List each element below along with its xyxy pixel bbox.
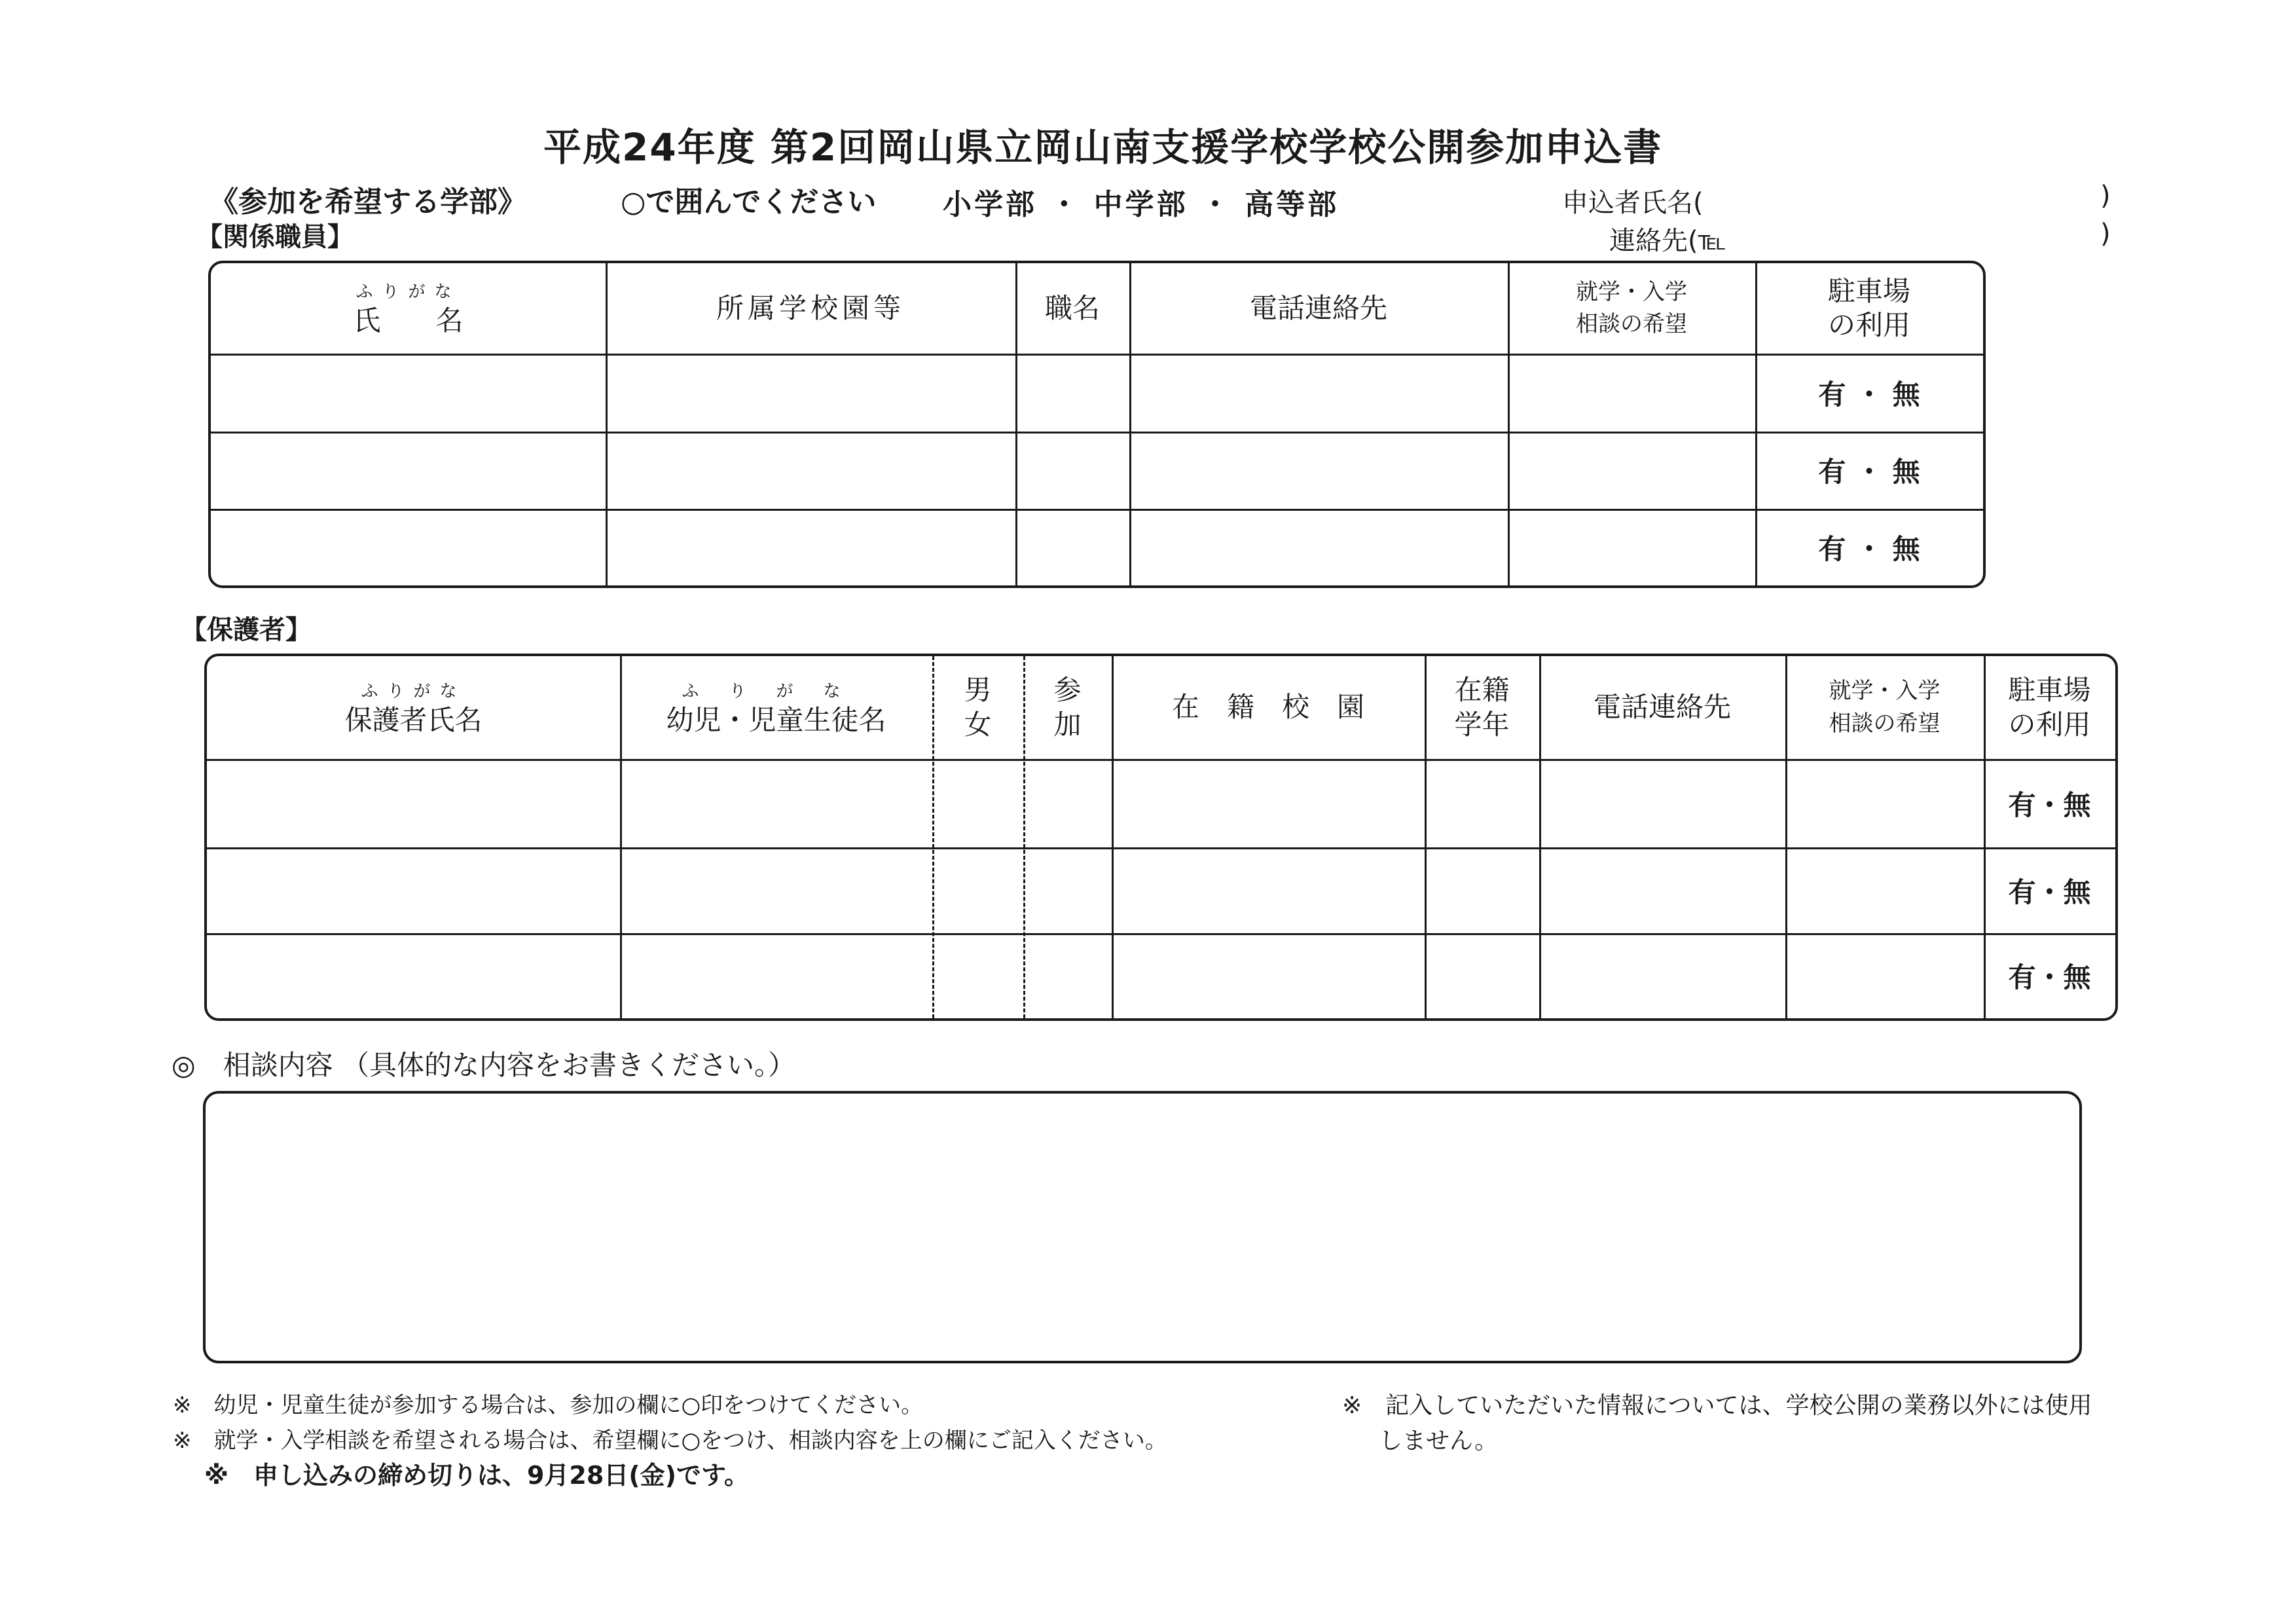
contact-close: ) <box>2100 219 2111 249</box>
dept-instruction: ○で囲んでください <box>621 185 877 219</box>
dept-options[interactable]: 小学部 ・ 中学部 ・ 高等部 <box>943 188 1339 221</box>
contact-label: 連絡先(℡ <box>1609 226 1726 256</box>
contact-field[interactable] <box>1761 216 2088 253</box>
guardian-row-1-parking[interactable]: 有・無 <box>2008 788 2091 821</box>
staff-col-phone: 電話連絡先 <box>1249 291 1387 324</box>
staff-col-name: ふりがな 氏 名 <box>211 263 606 354</box>
note-privacy-line2: しません。 <box>1379 1428 1499 1454</box>
guardian-row-1-entry[interactable] <box>207 759 1984 847</box>
applicant-name-field[interactable] <box>1741 178 2088 215</box>
guardian-col-gender: 男 女 <box>964 674 992 741</box>
staff-section-title: 【関係職員】 <box>196 222 354 252</box>
applicant-name-label: 申込者氏名( <box>1562 188 1704 218</box>
guardian-col-phone: 電話連絡先 <box>1593 691 1731 724</box>
guardian-section-title: 【保護者】 <box>181 615 312 645</box>
guardian-col-name: ふりがな 保護者氏名 <box>344 681 483 736</box>
staff-col-consult: 就学・入学 相談の希望 <box>1576 278 1687 337</box>
guardian-col-child: ふりがな 幼児・児童生徒名 <box>666 681 886 736</box>
consult-heading: ◎ 相談内容 （具体的な内容をお書きください。） <box>172 1049 795 1081</box>
staff-col-affiliation: 所属学校園等 <box>716 291 905 324</box>
staff-row-3-parking[interactable]: 有 ・ 無 <box>1818 532 1920 565</box>
guardian-row-2-entry[interactable] <box>207 847 1984 933</box>
guardian-col-grade: 在籍 学年 <box>1454 674 1510 741</box>
staff-furigana: ふりがな <box>355 282 461 303</box>
guardian-col-school: 在 籍 校 園 <box>1171 691 1364 724</box>
guardian-row-3-entry[interactable] <box>207 933 1984 1018</box>
applicant-name-close: ) <box>2100 181 2111 211</box>
staff-row-1-parking[interactable]: 有 ・ 無 <box>1818 378 1920 411</box>
guardian-col-consult: 就学・入学 相談の希望 <box>1829 678 1941 737</box>
note-privacy-line1: ※ 記入していただいた情報については、学校公開の業務以外には使用 <box>1342 1392 2092 1419</box>
guardian-col-attend: 参 加 <box>1053 674 1082 741</box>
guardian-table <box>204 654 2118 1021</box>
guardian-row-2-parking[interactable]: 有・無 <box>2008 876 2091 908</box>
guardian-row-3-parking[interactable]: 有・無 <box>2008 961 2091 993</box>
form-title: 平成24年度 第2回岡山県立岡山南支援学校学校公開参加申込書 <box>543 125 1663 170</box>
dept-prompt: 《参加を希望する学部》 <box>210 185 526 219</box>
staff-table <box>208 261 1986 588</box>
note-deadline: ※ 申し込みの締め切りは、9月28日(金)です。 <box>204 1461 749 1490</box>
note-attendance: ※ 幼児・児童生徒が参加する場合は、参加の欄に○印をつけてください。 <box>173 1392 924 1418</box>
staff-row-3-entry[interactable] <box>211 509 1755 585</box>
note-consult: ※ 就学・入学相談を希望される場合は、希望欄に○をつけ、相談内容を上の欄にご記入ください。 <box>173 1428 1167 1454</box>
staff-row-2-entry[interactable] <box>211 432 1755 509</box>
guardian-col-parking: 駐車場 の利用 <box>2008 674 2091 741</box>
staff-row-2-parking[interactable]: 有 ・ 無 <box>1818 456 1920 488</box>
consult-content-box[interactable] <box>203 1091 2082 1363</box>
staff-col-parking: 駐車場 の利用 <box>1827 274 1910 341</box>
staff-col-position: 職名 <box>1044 291 1100 324</box>
staff-row-1-entry[interactable] <box>211 354 1755 432</box>
